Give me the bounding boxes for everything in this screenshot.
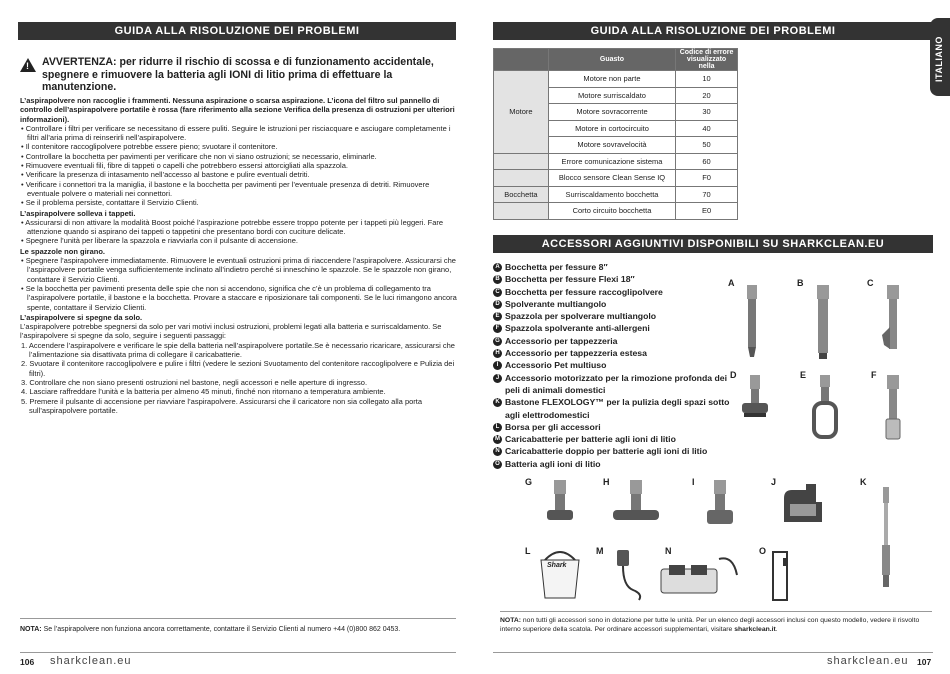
wide-upholstery-tool-icon — [611, 478, 661, 530]
accessory-name: Batteria agli ioni di litio — [505, 458, 601, 469]
section-intro: L’aspirapolvere potrebbe spegnersi da solo per vari motivi inclusi ostruzioni, problemi legati alla batteria e surriscaldamento. Se l’aspirapolvere si spegne da solo, seguire i seguenti passaggi: — [20, 322, 442, 341]
letter-badge-icon: H — [493, 349, 502, 358]
bullet-row — [20, 180, 458, 199]
label-d: D — [730, 370, 737, 380]
bullet-dot: • — [21, 236, 26, 246]
label-j: J — [771, 477, 777, 487]
list-item: 4. Lasciare raffreddare l’unità e la batteria per almeno 45 minuti, finché non ritornano a temperatura ambiente. — [21, 387, 386, 397]
anti-allergen-dust-brush-icon — [878, 373, 908, 443]
bullet-list — [20, 124, 458, 208]
letter-badge-icon: A — [493, 263, 502, 272]
right-note — [500, 611, 932, 635]
label-b: B — [797, 278, 804, 288]
col-header-fault: Guasto — [548, 49, 675, 71]
accessory-name: Caricabatterie doppio per batterie agli ioni di litio — [505, 446, 708, 457]
fault-cell: Motore sovravelocità — [548, 137, 675, 154]
fault-cell: Motore in cortocircuito — [548, 120, 675, 137]
flexology-wand-icon — [872, 485, 900, 595]
list-item: Il contenitore raccoglipolvere potrebbe essere pieno; svuotare il contenitore. — [25, 142, 278, 152]
flexi-crevice-tool-icon — [808, 283, 838, 363]
bullet-dot: • — [21, 179, 26, 189]
label-o: O — [759, 546, 767, 556]
accessory-name: Spolverante multiangolo — [505, 298, 607, 309]
list-item: 2. Svuotare il contenitore raccoglipolvere e pulire i filtri (vedere le sezioni Svuotamento del contenitore raccoglipolvere e Pulizia dei filtri). — [21, 359, 455, 378]
label-a: A — [728, 278, 735, 288]
letter-badge-icon: L — [493, 423, 502, 432]
section-heading: Le spazzole non girano. — [20, 246, 106, 256]
accessory-name: Caricabatterie per batterie agli ioni di litio — [505, 434, 676, 445]
letter-badge-icon: D — [493, 300, 502, 309]
letter-badge-icon: K — [493, 398, 502, 407]
code-cell: 50 — [676, 137, 738, 154]
fault-cell: Motore sovracorrente — [548, 104, 675, 121]
fault-cell: Blocco sensore Clean Sense IQ — [548, 170, 675, 187]
bullet-row — [20, 152, 458, 161]
page-number: 106 — [20, 657, 35, 667]
note-text: Se l’aspirapolvere non funziona ancora correttamente, contattare il Servizio Clienti al numero +44 (0)800 862 0453. — [41, 626, 401, 633]
letter-badge-icon: G — [493, 337, 502, 346]
section-heading: L’aspirapolvere non raccoglie i frammenti. Nessuna aspirazione o scarsa aspirazione. L’icona del filtro sul pannello di controllo dell’aspirapolvere portatile è rossa (fare riferimento alla sezione Verifica della presenza di ostruzioni per ulteriori informazioni). — [20, 96, 455, 124]
table-row — [494, 203, 738, 220]
fault-cell: Motore non parte — [548, 71, 675, 88]
accessory-item — [493, 433, 733, 445]
list-item: Se la bocchetta per pavimenti presenta delle spie che non si accendono, significa che c’è un problema di collegamento tra l’aspirapolvere portatile, il bastone e la bocchetta. Provare a staccare e riposizionare tali componenti. Se le luci rimangono ancora spente, contattare il Servizio Clienti. — [25, 283, 457, 312]
list-item: Assicurarsi di non attivare la modalità Boost poiché l’aspirazione potrebbe essere troppo potente per i tappeti più leggeri. Fare attenzione quando si aspirano dei tappeti o tappetini che presentano bordi con cuciture delicate. — [25, 217, 444, 237]
footer-site: sharkclean.eu — [50, 655, 132, 667]
accessory-item — [493, 396, 733, 421]
multi-angle-dusting-brush-icon — [808, 373, 842, 443]
battery-charger-icon — [609, 546, 649, 602]
right-page — [475, 0, 950, 674]
error-code-table — [493, 48, 738, 220]
note-text: non tutti gli accessori sono in dotazione per tutte le unità. Per un elenco degli accessori inclusi con questo modello, vedere il risvolto interno superiore della scatola. Per ordinare accessori supplementari, visitare — [500, 617, 920, 633]
right-section-header: GUIDA ALLA RISOLUZIONE DEI PROBLEMI — [493, 22, 933, 40]
list-item: 5. Premere il pulsante di accensione per riavviare l’aspirapolvere. Assicurarsi che il caricatore non sia collegato alla porta sull’aspirapolvere portatile. — [21, 396, 423, 415]
list-item: Verificare i connettori tra la maniglia, il bastone e la bocchetta per pavimenti per l’eventuale presenza di detriti. Rimuovere eventuale polvere o materiali nei connettori. — [25, 179, 430, 198]
label-k: K — [860, 477, 867, 487]
table-row — [494, 71, 738, 88]
upholstery-tool-icon — [543, 478, 577, 530]
accessory-item — [493, 458, 733, 470]
group-cell — [494, 153, 549, 170]
list-item: Verificare la presenza di intasamento nell’accesso al bastone e pulire eventuali detriti. — [25, 170, 310, 180]
fault-cell: Errore comunicazione sistema — [548, 153, 675, 170]
letter-badge-icon: E — [493, 312, 502, 321]
bullet-dot: • — [21, 142, 26, 152]
accessory-item — [493, 310, 733, 322]
accessory-item — [493, 445, 733, 457]
accessory-bag-icon — [535, 544, 585, 600]
bullet-dot: • — [21, 198, 26, 208]
accessory-name: Accessorio per tappezzeria estesa — [505, 348, 647, 359]
accessory-item — [493, 335, 733, 347]
code-cell: E0 — [676, 203, 738, 220]
warning-icon: ! — [20, 58, 36, 72]
label-n: N — [665, 546, 672, 556]
accessory-name: Spazzola spolverante anti-allergeni — [505, 323, 650, 334]
right-footer-rule — [493, 652, 933, 653]
warning-text: AVVERTENZA: per ridurre il rischio di scossa e di funzionamento accidentale, spegnere e rimuovere la batteria agli IONI di litio prima di effettuare la manutenzione. — [42, 56, 434, 93]
bullet-row — [20, 198, 458, 207]
code-cell: 10 — [676, 71, 738, 88]
list-item: Spegnere l’unità per liberare la spazzola e riavviarla con il pulsante di accensione. — [25, 236, 298, 246]
accessory-name: Borsa per gli accessori — [505, 421, 601, 432]
bullet-dot: • — [21, 170, 26, 180]
letter-badge-icon: I — [493, 361, 502, 370]
accessory-item — [493, 286, 733, 298]
label-i: I — [692, 477, 695, 487]
label-c: C — [867, 278, 874, 288]
accessory-name: Bastone FLEXOLOGY™ per la pulizia degli spazi sotto agli elettrodomestici — [505, 397, 730, 420]
crevice-tool-8-icon — [737, 283, 767, 363]
bullet-dot: • — [21, 256, 26, 266]
bullet-row — [20, 284, 458, 312]
list-item: Rimuovere eventuali fili, fibre di tappeti o capelli che potrebbero essersi attorcigliati alla spazzola. — [25, 161, 348, 171]
list-item: Controllare i filtri per verificare se necessitano di essere puliti. Seguire le istruzioni per risciacquare e asciugare completamente i filtri all’aria prima di reinserirli nell’aspirapolvere. — [25, 123, 451, 143]
bullet-dot: • — [21, 217, 26, 227]
table-row — [494, 186, 738, 203]
bullet-row — [20, 161, 458, 170]
table-row — [494, 153, 738, 170]
bullet-dot: • — [21, 123, 26, 133]
accessories-header: ACCESSORI AGGIUNTIVI DISPONIBILI SU SHARKCLEAN.EU — [493, 235, 933, 253]
accessory-name: Accessorio motorizzato per la rimozione profonda dei peli di animali domestici — [505, 372, 728, 395]
group-cell: Motore — [494, 71, 549, 154]
table-corner — [494, 49, 549, 71]
fault-cell: Corto circuito bocchetta — [548, 203, 675, 220]
accessory-item — [493, 372, 733, 397]
list-item: Se il problema persiste, contattare il Servizio Clienti. — [25, 198, 199, 208]
bullet-dot: • — [21, 151, 26, 161]
letter-badge-icon: F — [493, 324, 502, 333]
troubleshooting-body — [20, 96, 458, 415]
fault-cell: Motore surriscaldato — [548, 87, 675, 104]
code-cell: 20 — [676, 87, 738, 104]
fault-cell: Surriscaldamento bocchetta — [548, 186, 675, 203]
code-cell: F0 — [676, 170, 738, 187]
accessory-name: Bocchetta per fessure raccoglipolvere — [505, 286, 663, 297]
section-heading: L’aspirapolvere solleva i tappeti. — [20, 208, 136, 218]
bullet-row — [20, 256, 458, 284]
accessory-item — [493, 273, 733, 285]
page-number: 107 — [917, 657, 932, 667]
bullet-row — [20, 124, 458, 143]
language-tab-label: ITALIANO — [934, 36, 944, 82]
accessory-item — [493, 261, 733, 273]
accessory-name: Bocchetta per fessure 8″ — [505, 262, 608, 272]
dual-battery-charger-icon — [659, 551, 749, 601]
motorised-pet-tool-icon — [780, 482, 826, 526]
label-l: L — [525, 546, 531, 556]
left-section-header: GUIDA ALLA RISOLUZIONE DEI PROBLEMI — [18, 22, 456, 40]
code-cell: 70 — [676, 186, 738, 203]
bag-brand: Shark — [547, 562, 567, 569]
dust-crevice-tool-icon — [878, 283, 908, 363]
code-cell: 40 — [676, 120, 738, 137]
col-header-code: Codice di errore visualizzato nella — [676, 49, 738, 71]
accessory-item — [493, 421, 733, 433]
table-row — [494, 170, 738, 187]
accessory-list — [493, 261, 733, 470]
multi-angle-duster-icon — [738, 373, 772, 425]
label-g: G — [525, 477, 533, 487]
accessory-name: Spazzola per spolverare multiangolo — [505, 311, 657, 322]
letter-badge-icon: M — [495, 436, 500, 443]
bullet-list — [20, 218, 458, 246]
accessory-name: Accessorio per tappezzeria — [505, 335, 618, 346]
section-heading: L’aspirapolvere si spegne da solo. — [20, 312, 143, 322]
bullet-row — [20, 170, 458, 179]
list-item: 3. Controllare che non siano presenti ostruzioni nel bastone, negli accessori e nelle aperture di ingresso. — [21, 377, 368, 387]
letter-badge-icon: J — [493, 374, 502, 383]
note-end: . — [775, 625, 778, 633]
group-cell: Bocchetta — [494, 186, 549, 203]
bullet-dot: • — [21, 161, 26, 171]
code-cell: 30 — [676, 104, 738, 121]
accessory-item — [493, 298, 733, 310]
accessory-item — [493, 322, 733, 334]
accessory-item — [493, 359, 733, 371]
list-item: Controllare la bocchetta per pavimenti per verificare che non vi siano ostruzioni; se necessario, eliminarle. — [25, 151, 377, 161]
note-label: NOTA: — [20, 626, 42, 633]
note-link[interactable]: sharkclean.it — [734, 625, 776, 633]
bullet-row — [20, 218, 458, 237]
left-footer-rule — [20, 652, 456, 653]
label-f: F — [871, 370, 877, 380]
note-label: NOTA: — [500, 617, 522, 624]
numbered-list — [20, 341, 458, 415]
bullet-row — [20, 236, 458, 245]
left-note — [20, 618, 456, 634]
label-m: M — [596, 546, 604, 556]
pet-multi-tool-icon — [703, 478, 737, 530]
footer-site: sharkclean.eu — [827, 655, 909, 667]
letter-badge-icon: N — [493, 447, 502, 456]
list-item: Spegnere l’aspirapolvere immediatamente. Rimuovere le eventuali ostruzioni prima di riaccendere l’aspirapolvere. Assicurarsi che l’aspirapolvere portatile venga sufficientemente inclinato all’indietro perché si inneschino le spazzole. Se le spazzole non girano, contattare il Servizio Clienti. — [25, 256, 456, 284]
accessory-name: Bocchetta per fessure Flexi 18″ — [505, 274, 635, 285]
group-cell — [494, 203, 549, 220]
lithium-battery-icon — [769, 548, 793, 604]
language-tab — [930, 18, 950, 96]
warning-block — [20, 56, 460, 94]
group-cell — [494, 170, 549, 187]
code-cell: 60 — [676, 153, 738, 170]
bullet-list — [20, 256, 458, 312]
label-h: H — [603, 477, 610, 487]
letter-badge-icon: B — [493, 275, 502, 284]
letter-badge-icon: C — [493, 288, 502, 297]
accessory-item — [493, 347, 733, 359]
bullet-row — [20, 142, 458, 151]
label-e: E — [800, 370, 807, 380]
list-item: 1. Accendere l’aspirapolvere e verificare le spie della batteria nell’aspirapolvere portatile.Se è necessario ricaricare, assicurarsi che l’alimentazione sia disattivata prima di collegare il caricabatterie. — [21, 340, 455, 360]
letter-badge-icon: O — [493, 460, 502, 469]
accessory-name: Accessorio Pet multiuso — [505, 360, 607, 371]
bullet-dot: • — [21, 283, 26, 293]
